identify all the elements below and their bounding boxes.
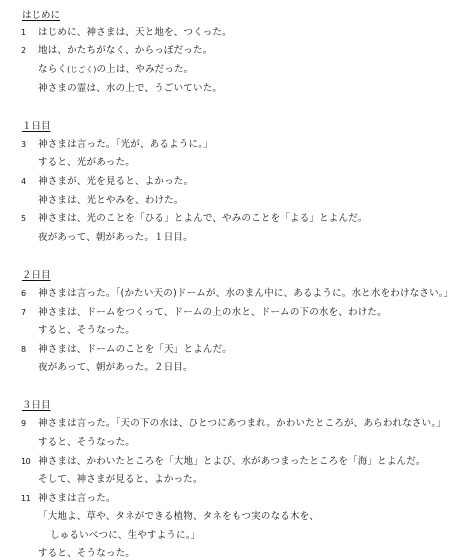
- verse-number: 8: [21, 345, 26, 354]
- verse-text: 「大地よ、草や、タネができる植物、タネをもつ実のなる木を、: [38, 511, 320, 522]
- verse-number: 3: [21, 140, 26, 149]
- verse-text: 神さまは、ドームをつくって、ドームの上の水と、ドームの下の水を、わけた。: [38, 307, 387, 318]
- verse-text: 神さまは言った。: [38, 493, 116, 504]
- section-heading-day-1: １日目: [22, 121, 51, 132]
- verse-number: 1: [21, 28, 26, 37]
- verse-text: 神さまは、かわいたところを「大地」とよび、水があつまったところを「海」とよんだ。: [38, 456, 426, 467]
- verse-text: 神さまが、光を見ると、よかった。: [38, 176, 194, 187]
- verse-number: 2: [21, 46, 26, 55]
- verse-text: 神さまの霊は、水の上で、うごいていた。: [38, 83, 223, 94]
- verse-text: はじめに、神さまは、天と地を、つくった。: [38, 27, 232, 38]
- section-heading-intro: はじめに: [22, 10, 61, 21]
- verse-text: 神さまは、光とやみを、わけた。: [38, 195, 184, 206]
- verse-text-part: ならく: [38, 64, 68, 75]
- verse-text: 夜があって、朝があった。２日目。: [38, 362, 193, 373]
- verse-text-reading: (じごく): [67, 65, 97, 74]
- verse-number: 6: [21, 289, 26, 298]
- verse-number: 9: [21, 419, 26, 428]
- verse-text: そして、神さまが見ると、よかった。: [38, 474, 203, 485]
- verse-text: すると、そうなった。: [38, 325, 136, 336]
- verse-text: すると、そうなった。: [38, 437, 136, 448]
- verse-text: 神さまは言った。「(かたい天の)ドームが、水のまん中に、あるように。水と水をわけなさい。」: [38, 288, 454, 299]
- verse-text: すると、そうなった。: [38, 548, 136, 559]
- section-heading-day-3: ３日目: [22, 400, 51, 411]
- verse-number: 11: [21, 494, 31, 503]
- verse-text: 地は、かたちがなく、からっぽだった。: [38, 45, 213, 56]
- verse-number: 4: [21, 177, 26, 186]
- verse-text: 神さまは言った。「光が、あるように。」: [38, 139, 213, 150]
- verse-text: 神さまは、光のことを「ひる」とよんで、やみのことを「よる」とよんだ。: [38, 213, 368, 224]
- verse-text: 神さまは言った。「天の下の水は、ひとつにあつまれ。かわいたところが、あらわれなさい。」: [38, 418, 446, 429]
- section-heading-day-2: ２日目: [22, 270, 51, 281]
- verse-number: 5: [21, 214, 26, 223]
- verse-text: [38, 64, 193, 76]
- verse-number: 10: [21, 457, 31, 466]
- verse-text: 夜があって、朝があった。１日目。: [38, 232, 193, 243]
- verse-text: 神さまは、ドームのことを「天」とよんだ。: [38, 344, 233, 355]
- verse-number: 7: [21, 308, 26, 317]
- verse-text-part: の上は、やみだった。: [96, 64, 194, 75]
- verse-text: すると、光があった。: [38, 157, 135, 168]
- verse-text: しゅるいべつに、生やすように。」: [50, 530, 201, 541]
